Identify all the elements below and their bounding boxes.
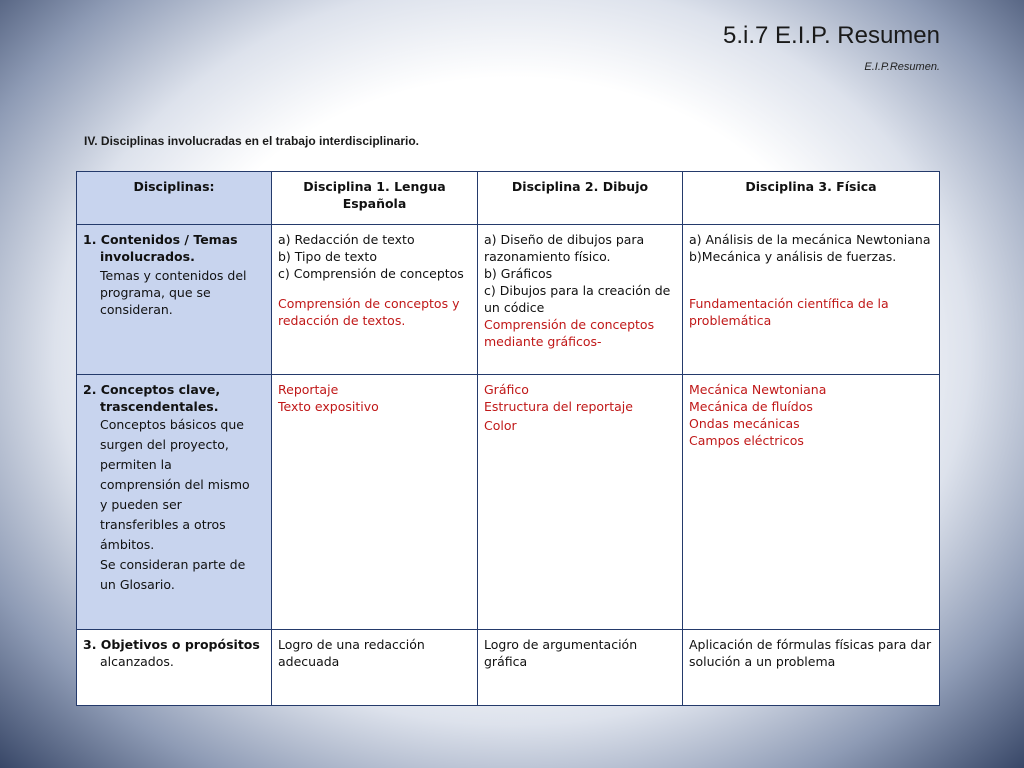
cell-line: b)Mecánica y análisis de fuerzas. xyxy=(689,249,897,265)
cell-d3-objetivos: Aplicación de fórmulas físicas para dar solución a un problema xyxy=(683,629,940,705)
row-desc-line: surgen del proyecto, xyxy=(100,436,229,452)
row-desc-line: ámbitos. xyxy=(100,536,155,552)
header-disciplinas: Disciplinas: xyxy=(77,172,272,225)
cell-line: c) Dibujos para la creación de un códice xyxy=(484,283,671,316)
row-label-conceptos xyxy=(77,374,272,629)
cell-d3-contenidos xyxy=(683,225,940,375)
cell-line: c) Comprensión de conceptos xyxy=(278,266,464,282)
cell-line-red: Comprensión de conceptos mediante gráficos- xyxy=(484,317,655,350)
cell-line-red: Color xyxy=(484,417,517,433)
cell-line-red: Ondas mecánicas xyxy=(689,415,800,431)
row-label-cont: alcanzados. xyxy=(100,653,174,669)
row-label: 1. Contenidos / Temas xyxy=(83,232,238,248)
cell-d2-objetivos: Logro de argumentación gráfica xyxy=(478,629,683,705)
cell-line-red: Estructura del reportaje xyxy=(484,398,633,414)
table-row xyxy=(77,629,940,705)
cell-line: b) Tipo de texto xyxy=(278,249,377,265)
row-desc-line: comprensión del mismo xyxy=(100,476,250,492)
row-desc-line: y pueden ser xyxy=(100,496,182,512)
cell-d2-conceptos xyxy=(478,374,683,629)
disciplines-table xyxy=(76,171,940,706)
cell-line-red: Texto expositivo xyxy=(278,398,379,414)
cell-d1-contenidos xyxy=(272,225,478,375)
row-label: 2. Conceptos clave, xyxy=(83,381,221,397)
cell-line-red: Reportaje xyxy=(278,381,339,397)
row-desc-line: Se consideran parte de xyxy=(100,556,246,572)
row-desc-line: permiten la xyxy=(100,456,172,472)
table-row xyxy=(77,225,940,375)
cell-line-red: Gráfico xyxy=(484,381,529,397)
table-header-row xyxy=(77,172,940,225)
row-desc-line: un Glosario. xyxy=(100,576,175,592)
header-disciplina-2: Disciplina 2. Dibujo xyxy=(478,172,683,225)
cell-line: a) Redacción de texto xyxy=(278,232,415,248)
cell-d2-contenidos xyxy=(478,225,683,375)
header-disciplina-1: Disciplina 1. Lengua Española xyxy=(272,172,478,225)
section-heading: IV. Disciplinas involucradas en el trabajo interdisciplinario. xyxy=(84,134,419,148)
row-label-cont: involucrados. xyxy=(100,249,195,265)
table-row xyxy=(77,374,940,629)
row-desc-line: transferibles a otros xyxy=(100,516,226,532)
cell-line: a) Análisis de la mecánica Newtoniana xyxy=(689,232,931,248)
slide-subtitle: E.I.P.Resumen. xyxy=(864,61,940,73)
cell-line-red: Mecánica de fluídos xyxy=(689,398,813,414)
cell-line-red: Mecánica Newtoniana xyxy=(689,381,827,397)
cell-line-red: Comprensión de conceptos y redacción de textos. xyxy=(278,296,460,329)
row-label-contenidos xyxy=(77,225,272,375)
row-desc: Temas y contenidos del programa, que se consideran. xyxy=(100,268,247,318)
cell-d1-objetivos: Logro de una redacción adecuada xyxy=(272,629,478,705)
cell-line-red: Campos eléctricos xyxy=(689,432,804,448)
cell-line: b) Gráficos xyxy=(484,266,553,282)
cell-d1-conceptos xyxy=(272,374,478,629)
row-label-objetivos xyxy=(77,629,272,705)
cell-line-red: Fundamentación científica de la problemática xyxy=(689,296,889,329)
row-label: 3. Objetivos o propósitos xyxy=(83,636,260,652)
cell-line: a) Diseño de dibujos para razonamiento físico. xyxy=(484,232,645,265)
row-label-cont: trascendentales. xyxy=(100,398,219,414)
cell-d3-conceptos xyxy=(683,374,940,629)
header-disciplina-3: Disciplina 3. Física xyxy=(683,172,940,225)
row-desc-line: Conceptos básicos que xyxy=(100,416,244,432)
slide-title: 5.i.7 E.I.P. Resumen xyxy=(722,22,940,49)
